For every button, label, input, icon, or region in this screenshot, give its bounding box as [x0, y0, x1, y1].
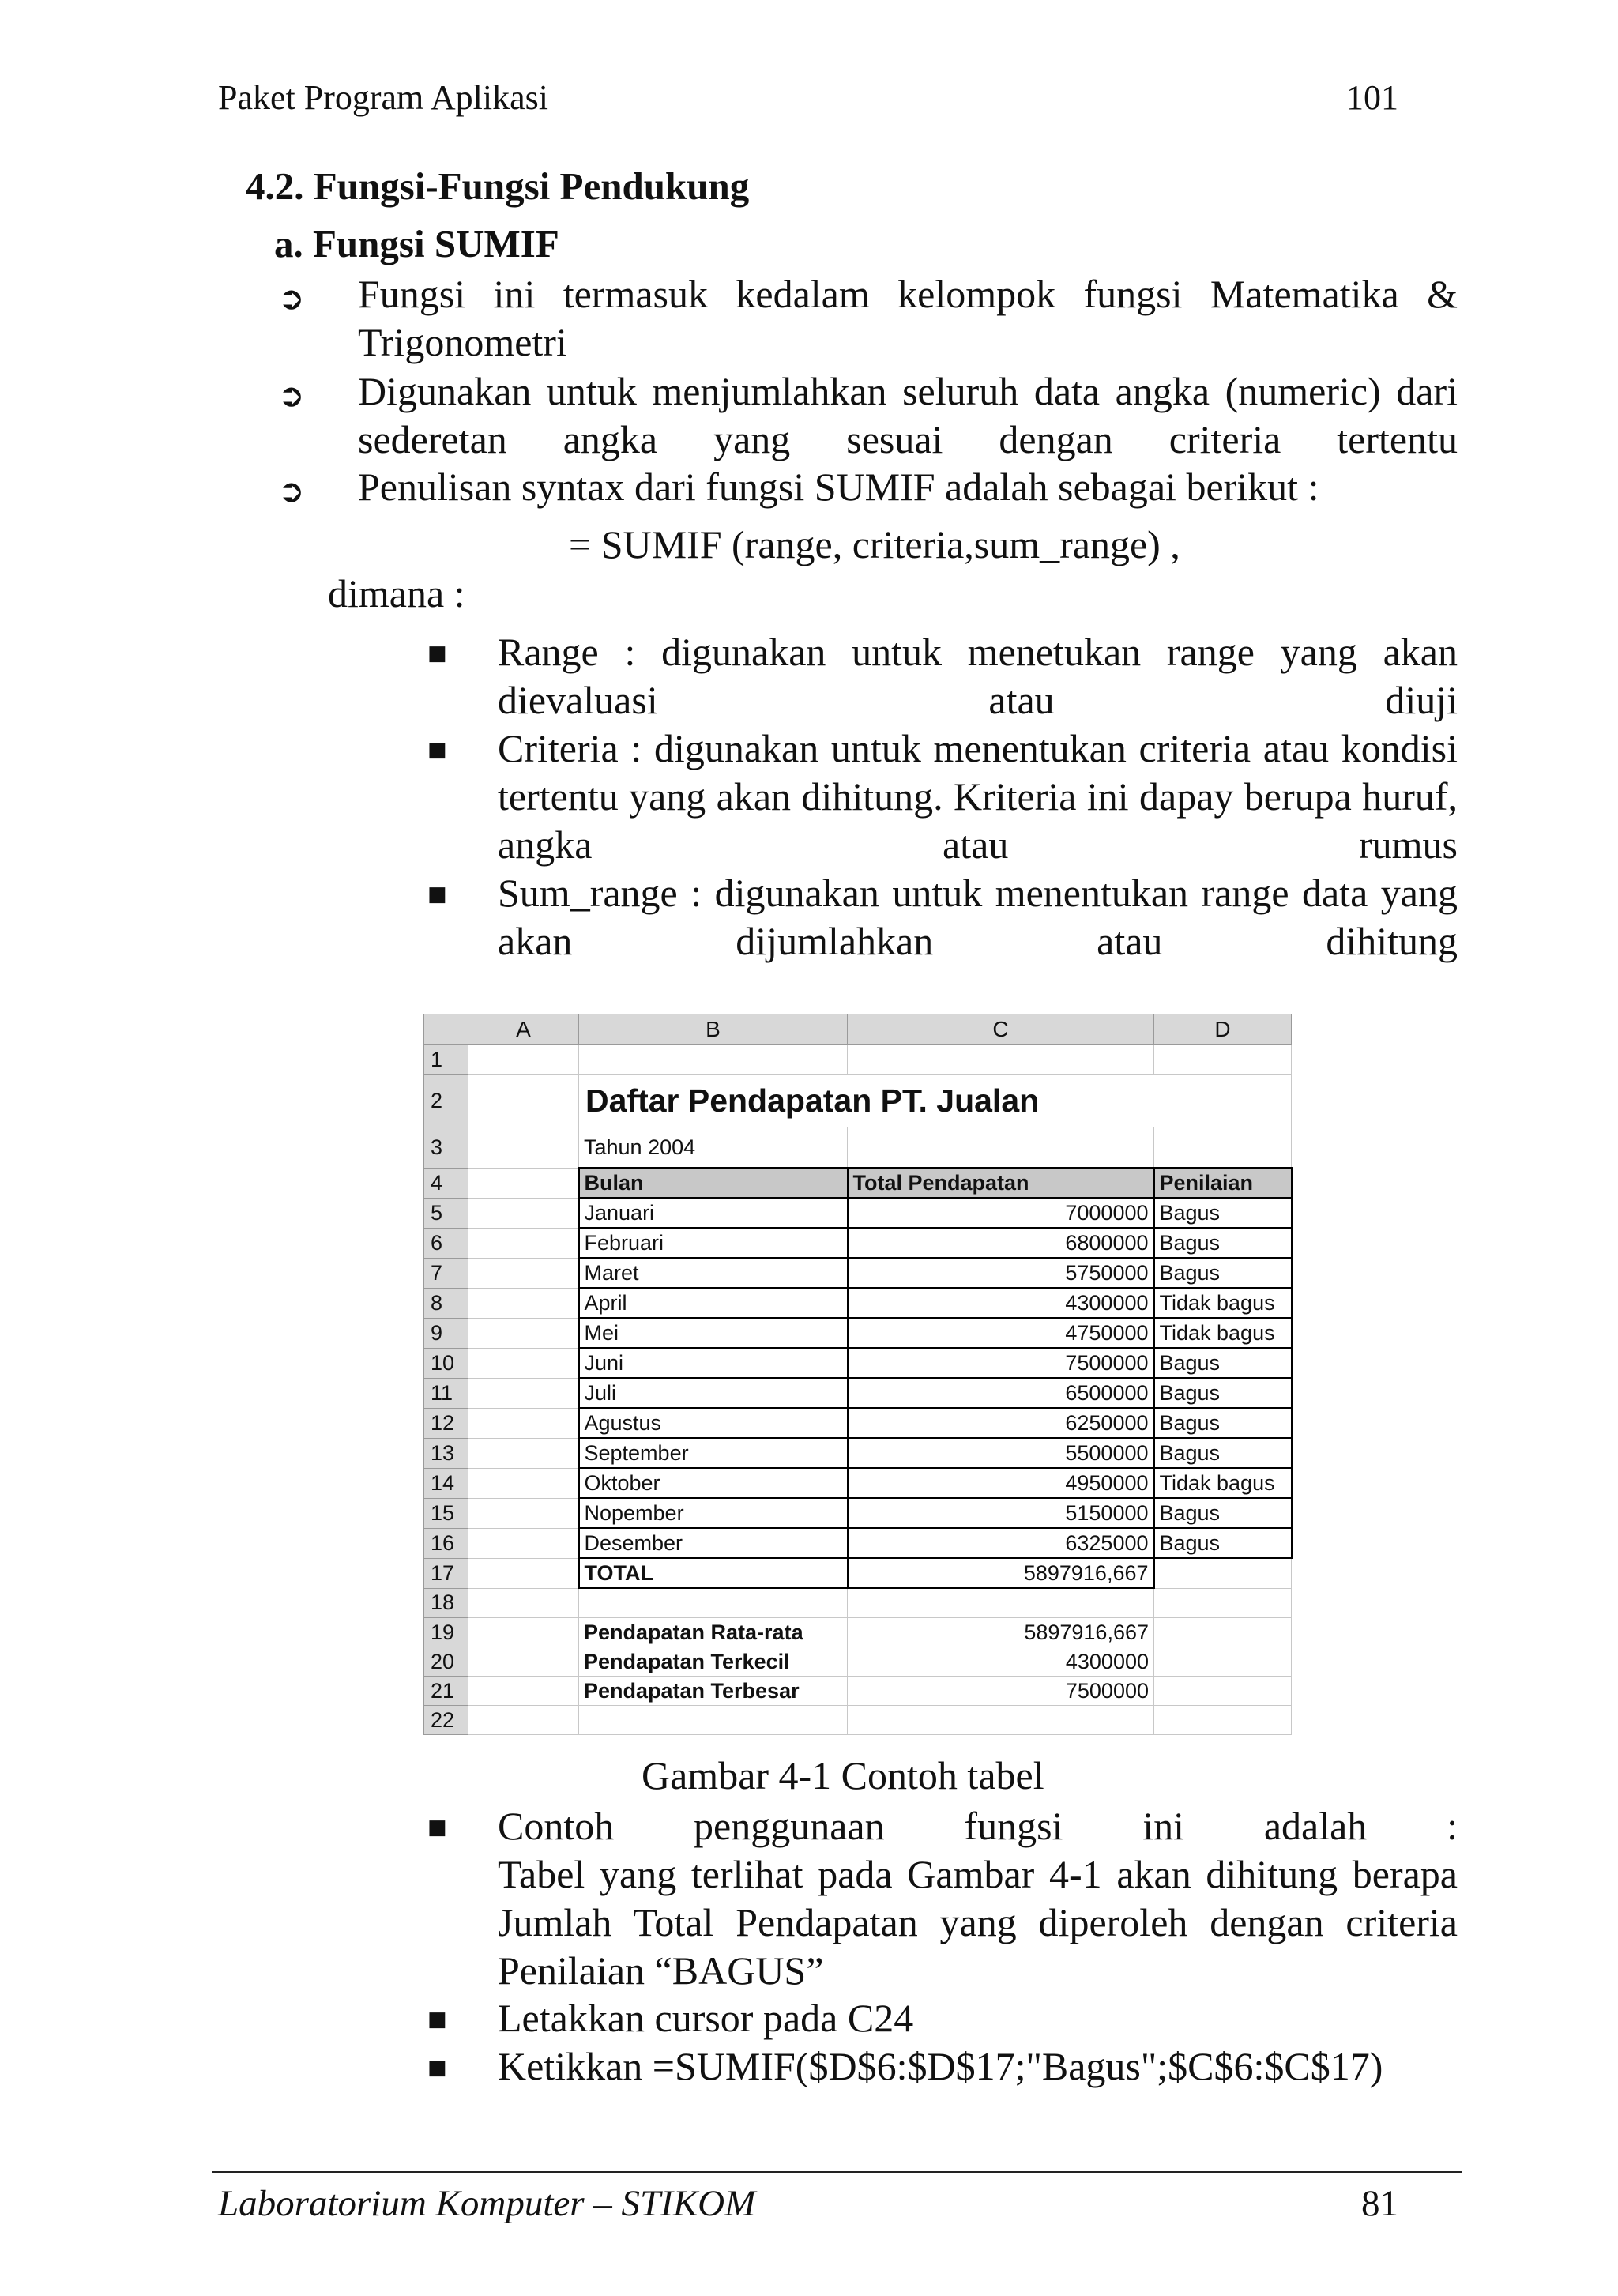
param-criteria: Criteria : digunakan untuk menentukan criteria atau kondisi tertentu yang akan dihitung. Kriteria ini dapay berupa huruf, angka atau rumus — [498, 726, 1458, 867]
row-header: 21 — [424, 1677, 468, 1706]
footer-title: Laboratorium Komputer – STIKOM — [218, 2183, 756, 2224]
column-header-a: A — [468, 1014, 579, 1045]
arrow-item-1: Fungsi ini termasuk kedalam kelompok fungsi Matematika & Trigonometri — [358, 272, 1458, 364]
square-bullet-icon: ■ — [427, 2008, 447, 2031]
cell-revenue: 6800000 — [848, 1228, 1154, 1258]
cell-rating: Bagus — [1154, 1408, 1292, 1438]
cell-rating: Bagus — [1154, 1528, 1292, 1558]
sheet-title: Daftar Pendapatan PT. Jualan — [579, 1075, 1292, 1127]
row-header: 1 — [424, 1045, 468, 1075]
table-row — [424, 1378, 1292, 1408]
row-header: 12 — [424, 1408, 468, 1438]
total-value: 5897916,667 — [848, 1558, 1154, 1588]
running-header-page-number: 101 — [1346, 78, 1398, 117]
cell-rating: Bagus — [1154, 1378, 1292, 1408]
subsection-title: a. Fungsi SUMIF — [274, 222, 559, 265]
table-header-penilaian: Penilaian — [1154, 1168, 1292, 1198]
cell-month: Februari — [579, 1228, 848, 1258]
table-row — [424, 1348, 1292, 1378]
summary-label: Pendapatan Terbesar — [579, 1677, 848, 1706]
total-label: TOTAL — [579, 1558, 848, 1588]
table-row — [424, 1228, 1292, 1258]
arrow-bullet-icon: ➲ — [278, 378, 305, 414]
figure-caption: Gambar 4-1 Contoh tabel — [642, 1753, 1044, 1797]
table-row — [424, 1498, 1292, 1528]
row-header: 15 — [424, 1498, 468, 1528]
running-header-title: Paket Program Aplikasi — [218, 78, 548, 117]
cell-revenue: 5150000 — [848, 1498, 1154, 1528]
arrow-bullet-icon: ➲ — [278, 280, 305, 317]
summary-value: 5897916,667 — [848, 1618, 1154, 1647]
arrow-item-2: Digunakan untuk menjumlahkan seluruh data angka (numeric) dari sederetan angka yang sesuai dengan criteria tertentu — [358, 369, 1458, 461]
cell-month: September — [579, 1438, 848, 1468]
cell-rating: Bagus — [1154, 1348, 1292, 1378]
total-row — [424, 1558, 1292, 1588]
spreadsheet-grid — [423, 1014, 1293, 1735]
square-bullet-icon: ■ — [427, 2056, 447, 2080]
dimana-label: dimana : — [328, 571, 465, 615]
row-header: 13 — [424, 1438, 468, 1468]
cell-rating: Bagus — [1154, 1258, 1292, 1288]
corner-cell — [424, 1014, 468, 1045]
cell-revenue: 4950000 — [848, 1468, 1154, 1498]
table-row — [424, 1408, 1292, 1438]
cell-rating: Tidak bagus — [1154, 1318, 1292, 1348]
example-description: Tabel yang terlihat pada Gambar 4-1 akan dihitung berapa Jumlah Total Pendapatan yang diperoleh dengan criteria Penilaian “BAGUS” — [498, 1852, 1458, 1993]
cell-revenue: 7000000 — [848, 1198, 1154, 1228]
cell-month: Agustus — [579, 1408, 848, 1438]
cell-revenue: 4750000 — [848, 1318, 1154, 1348]
table-row — [424, 1288, 1292, 1318]
cell-revenue: 6500000 — [848, 1378, 1154, 1408]
sheet-row — [424, 1045, 1292, 1075]
sheet-row — [424, 1706, 1292, 1735]
column-header-b: B — [579, 1014, 848, 1045]
example-item-3: Ketikkan =SUMIF($D$6:$D$17;"Bagus";$C$6:$C$17) — [498, 2044, 1383, 2088]
row-header: 5 — [424, 1198, 468, 1228]
param-range: Range : digunakan untuk menetukan range yang akan dievaluasi atau diuji — [498, 630, 1458, 722]
cell-rating: Bagus — [1154, 1228, 1292, 1258]
table-header-bulan: Bulan — [579, 1168, 848, 1198]
summary-value: 4300000 — [848, 1647, 1154, 1677]
example-item-1 — [498, 1802, 1458, 1995]
sheet-row — [424, 1588, 1292, 1618]
cell-revenue: 6325000 — [848, 1528, 1154, 1558]
table-row — [424, 1258, 1292, 1288]
cell-rating: Bagus — [1154, 1438, 1292, 1468]
square-bullet-icon: ■ — [427, 738, 447, 762]
footer-rule — [212, 2171, 1462, 2173]
summary-row — [424, 1647, 1292, 1677]
square-bullet-icon: ■ — [427, 642, 447, 665]
square-bullet-icon: ■ — [427, 1816, 447, 1839]
row-header: 6 — [424, 1228, 468, 1258]
row-header: 22 — [424, 1706, 468, 1735]
syntax-formula: = SUMIF (range, criteria,sum_range) , — [569, 522, 1180, 566]
section-title: 4.2. Fungsi-Fungsi Pendukung — [246, 164, 750, 208]
table-row — [424, 1468, 1292, 1498]
cell-month: Januari — [579, 1198, 848, 1228]
row-header: 19 — [424, 1618, 468, 1647]
example-item-2: Letakkan cursor pada C24 — [498, 1996, 914, 2040]
cell-revenue: 5750000 — [848, 1258, 1154, 1288]
table-row — [424, 1198, 1292, 1228]
cell-rating: Bagus — [1154, 1498, 1292, 1528]
row-header: 9 — [424, 1318, 468, 1348]
column-header-c: C — [848, 1014, 1154, 1045]
cell-month: Juni — [579, 1348, 848, 1378]
sheet-row — [424, 1075, 1292, 1127]
row-header: 3 — [424, 1127, 468, 1169]
summary-label: Pendapatan Terkecil — [579, 1647, 848, 1677]
row-header: 17 — [424, 1558, 468, 1588]
spreadsheet-figure — [423, 1014, 1291, 1733]
example-intro: Contoh penggunaan fungsi ini adalah : — [498, 1804, 1458, 1848]
row-header: 8 — [424, 1288, 468, 1318]
sheet-year: Tahun 2004 — [579, 1127, 848, 1169]
cell-revenue: 5500000 — [848, 1438, 1154, 1468]
cell-month: Oktober — [579, 1468, 848, 1498]
summary-row — [424, 1677, 1292, 1706]
table-header-total: Total Pendapatan — [848, 1168, 1154, 1198]
row-header: 16 — [424, 1528, 468, 1558]
cell-rating: Tidak bagus — [1154, 1288, 1292, 1318]
footer-page-number: 81 — [1361, 2183, 1398, 2224]
square-bullet-icon: ■ — [427, 883, 447, 906]
table-row — [424, 1318, 1292, 1348]
cell-month: Maret — [579, 1258, 848, 1288]
param-sum-range: Sum_range : digunakan untuk menentukan range data yang akan dijumlahkan atau dihitung — [498, 871, 1458, 963]
row-header: 7 — [424, 1258, 468, 1288]
arrow-item-3: Penulisan syntax dari fungsi SUMIF adalah sebagai berikut : — [358, 465, 1319, 509]
summary-label: Pendapatan Rata-rata — [579, 1618, 848, 1647]
sheet-row — [424, 1168, 1292, 1198]
row-header: 20 — [424, 1647, 468, 1677]
table-row — [424, 1438, 1292, 1468]
row-header: 11 — [424, 1378, 468, 1408]
cell-revenue: 6250000 — [848, 1408, 1154, 1438]
summary-row — [424, 1618, 1292, 1647]
row-header: 10 — [424, 1348, 468, 1378]
cell-month: Desember — [579, 1528, 848, 1558]
row-header: 14 — [424, 1468, 468, 1498]
summary-value: 7500000 — [848, 1677, 1154, 1706]
cell-month: Mei — [579, 1318, 848, 1348]
row-header: 18 — [424, 1588, 468, 1618]
column-header-row — [424, 1014, 1292, 1045]
cell-revenue: 7500000 — [848, 1348, 1154, 1378]
cell-revenue: 4300000 — [848, 1288, 1154, 1318]
cell-rating: Tidak bagus — [1154, 1468, 1292, 1498]
cell-month: Nopember — [579, 1498, 848, 1528]
column-header-d: D — [1154, 1014, 1292, 1045]
cell-month: Juli — [579, 1378, 848, 1408]
sheet-row — [424, 1127, 1292, 1169]
cell-rating: Bagus — [1154, 1198, 1292, 1228]
arrow-bullet-icon: ➲ — [278, 473, 305, 510]
cell-month: April — [579, 1288, 848, 1318]
table-row — [424, 1528, 1292, 1558]
row-header: 4 — [424, 1168, 468, 1198]
row-header: 2 — [424, 1075, 468, 1127]
